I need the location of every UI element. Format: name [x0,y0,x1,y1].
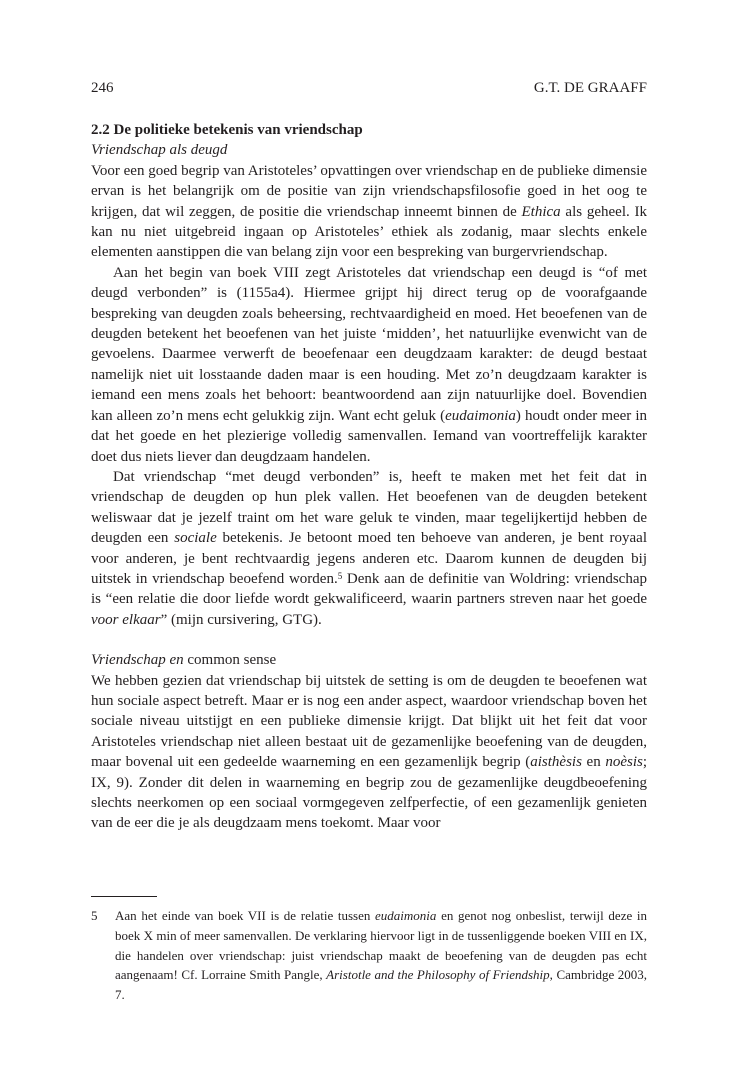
footnote-number: 5 [91,908,98,923]
spacer [91,630,647,650]
subheading-vriendschap-als-deugd: Vriendschap als deugd [91,142,228,159]
footnote-reference: 5 [337,570,343,581]
footnote-text: Aan het einde van boek VII is de relatie tussen eudaimonia en genot nog onbeslist, terwijl deze in boek X min of meer samenvallen. De verklaring hiervoor ligt in de tussenliggende boeken VIII en IX, die handelen over vriendschap: juist vriendschap maakt de beoefening van de deugden pas echt aangenaam! Cf. Lorraine Smith Pangle, Aristotle and the Philosophy of Friendship, Cambridge 2003, 7. [115,908,648,1003]
footnote-divider [91,896,157,897]
paragraph: Dat vriendschap “met deugd verbonden” is, heeft te maken met het feit dat in vriendschap de deugden op hun plek vallen. Het beoefenen van de deugden betekent weliswaar dat je jezelf traint om het ware geluk te vinden, maar tegelijkertijd hebben de deugden een sociale betekenis. Je betoont moed ten behoeve van anderen, je bent royaal voor anderen, je bent rechtvaardig jegens anderen etc. Daarom kunnen de deugden bij uitstek in vriendschap beoefend worden.$^5$ Denk aan de definitie van Woldring: vriendschap is “een relatie die door liefde wordt gekwalificeerd, waarin partners streven naar het goede voor elkaar” (mijn cursivering, GTG). [91,468,647,628]
main-text [91,120,647,834]
footnote [91,906,647,1005]
subheading-common-sense: Vriendschap en common sense [91,652,277,669]
section-title: 2.2 De politieke betekenis van vriendschap [91,122,363,138]
paragraph: Aan het begin van boek VIII zegt Aristoteles dat vriendschap een deugd is “of met deugd verbonden” is (1155a4). Hiermee grijpt hij direct terug op de voorafgaande bespreking van deugden zoals beheersing, rechtvaardigheid en moed. Het beoefenen van de deugden betekent het beoefenen van het juiste ‘midden’, het natuurlijke evenwicht van de gevoelens. Daarmee verwerft de beoefenaar een deugdzaam karakter: de deugd bestaat namelijk niet uit losstaande daden maar is een houding. Met zo’n deugdzaam karakter is iemand een mens zoals het behoort: beantwoordend aan zijn natuurlijke doel. Bovendien kan alleen zo’n mens echt gelukkig zijn. Want echt geluk (eudaimonia) houdt onder meer in dat het goede en het plezierige volledig samenvallen. Iemand van voortreffelijk karakter doet dus niets liever dan deugdzaam handelen. [91,264,647,465]
paragraph: We hebben gezien dat vriendschap bij uitstek de setting is om de deugden te beoefenen wat hun sociale aspect betreft. Maar er is nog een ander aspect, waardoor vriendschap boven het sociale niveau uitstijgt en een publieke dimensie krijgt. Dat blijkt uit het feit dat voor Aristoteles vriendschap niet alleen bestaat uit de gezamenlijke beoefening van de deugden, maar bovenal uit een gedeelde waarneming en een gezamenlijk begrip (aisthèsis en noèsis; IX, 9). Zonder dit delen in waarneming en begrip zou de gezamenlijke deugdbeoefening slechts neerkomen op een sociaal vormgegeven zelfperfectie, of een gezamenlijk genieten van de eer die je als deugdzaam mens toekomt. Maar voor [91,672,647,832]
paragraph: Voor een goed begrip van Aristoteles’ opvattingen over vriendschap en de publieke dimensie ervan is het belangrijk om de positie van zijn vriendschapsfilosofie goed in het oog te krijgen, dat wil zeggen, de positie die vriendschap inneemt binnen de Ethica als geheel. Ik kan nu niet uitgebreid ingaan op Aristoteles’ ethiek als zodanig, maar slechts enkele elementen aanstippen die van belang zijn voor een bespreking van burgervriendschap. [91,162,647,261]
running-head: G.T. DE GRAAFF [533,80,647,96]
page-number: 246 [91,80,114,96]
